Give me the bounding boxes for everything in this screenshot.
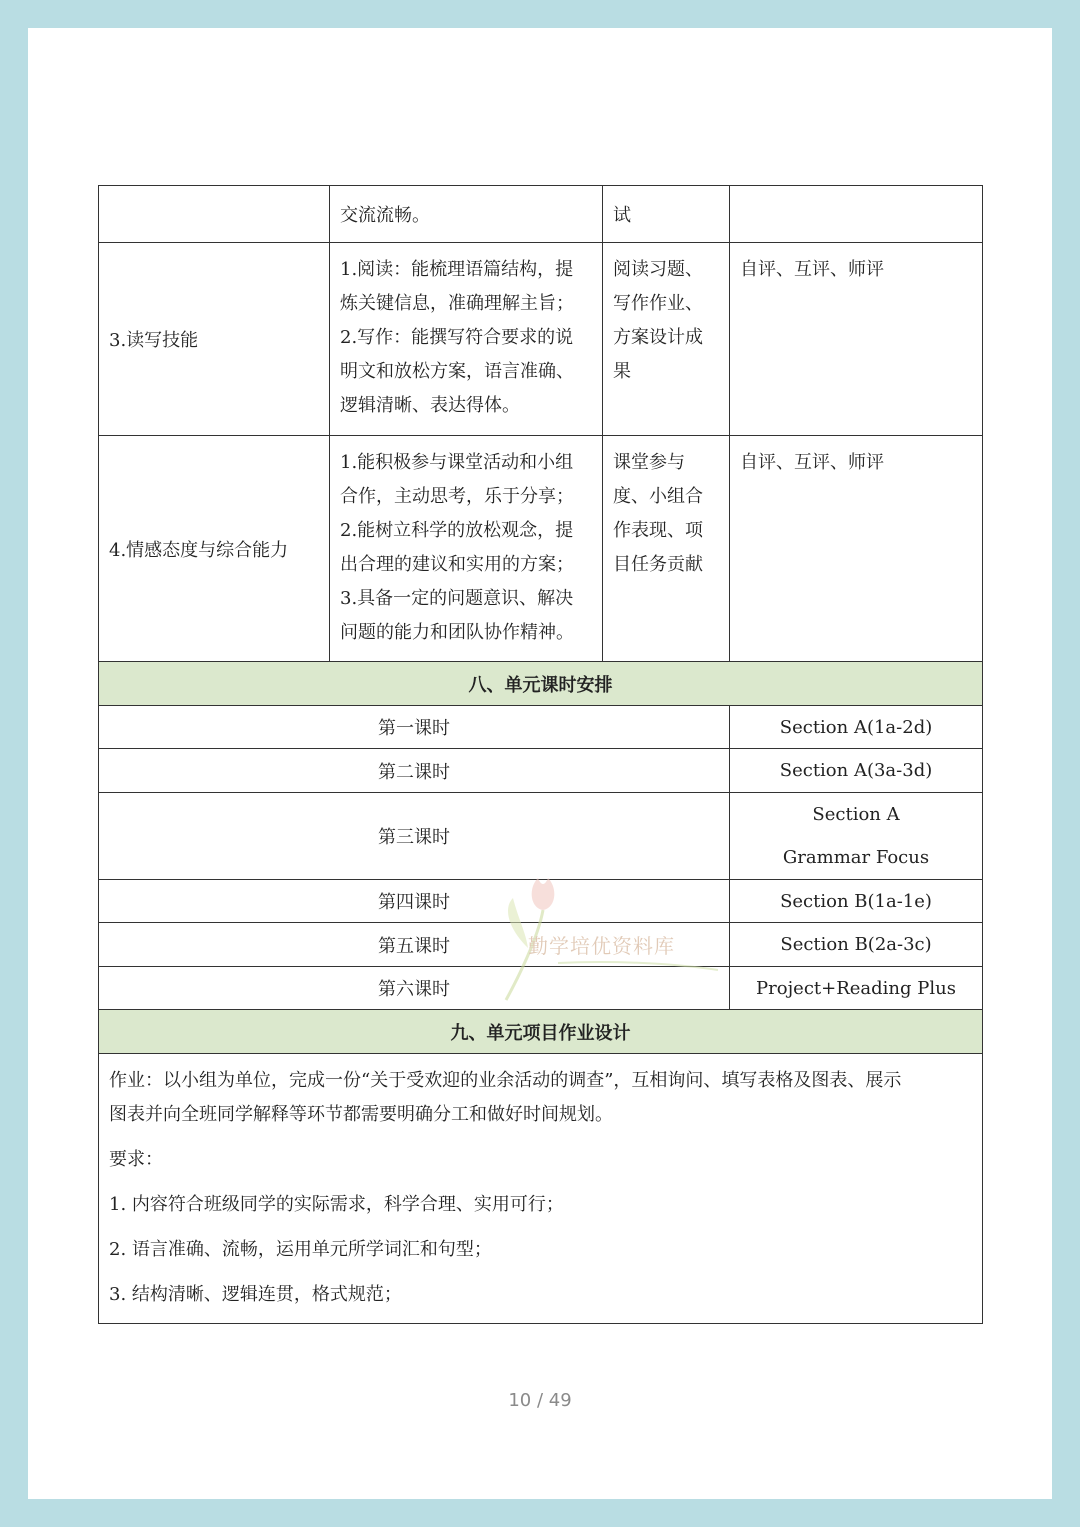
section-header-row bbox=[99, 1010, 983, 1054]
lesson-name: 第五课时 bbox=[99, 923, 730, 967]
subjects-text: 自评、互评、师评 bbox=[740, 259, 884, 280]
lesson-row bbox=[99, 967, 983, 1010]
document-page bbox=[28, 28, 1052, 1499]
eval-criteria bbox=[330, 436, 603, 662]
watermark-text: 勤学培优资料库 bbox=[528, 934, 675, 958]
eval-row bbox=[99, 243, 983, 436]
criteria-line: 明文和放松方案，语言准确、 bbox=[340, 361, 574, 382]
lesson-name: 第四课时 bbox=[99, 880, 730, 923]
lesson-content: Section A(3a-3d) bbox=[730, 749, 983, 793]
criteria-line: 3.具备一定的问题意识、解决 bbox=[340, 588, 574, 609]
lesson-content: Section A(1a-2d) bbox=[730, 706, 983, 749]
method-line: 作表现、项 bbox=[613, 520, 703, 541]
task-line: 图表并向全班同学解释等环节都需要明确分工和做好时间规划。 bbox=[109, 1104, 613, 1125]
requirement-item: 2. 语言准确、流畅，运用单元所学词汇和句型； bbox=[109, 1239, 492, 1260]
criteria-line: 交流流畅。 bbox=[340, 205, 430, 226]
lesson-name: 第二课时 bbox=[99, 749, 730, 793]
lesson-row bbox=[99, 923, 983, 967]
criteria-line: 2.写作：能撰写符合要求的说 bbox=[340, 327, 574, 348]
requirement-item: 1. 内容符合班级同学的实际需求，科学合理、实用可行； bbox=[109, 1194, 564, 1215]
method-line: 目任务贡献 bbox=[613, 554, 703, 575]
lesson-name: 第六课时 bbox=[99, 967, 730, 1010]
method-line: 写作作业、 bbox=[613, 293, 703, 314]
criteria-line: 问题的能力和团队协作精神。 bbox=[340, 622, 574, 643]
method-line: 试 bbox=[613, 205, 631, 226]
criteria-line: 2.能树立科学的放松观念，提 bbox=[340, 520, 574, 541]
requirement-item: 3. 结构清晰、逻辑连贯，格式规范； bbox=[109, 1284, 402, 1305]
unit-plan-table bbox=[98, 185, 983, 1324]
criteria-line: 出合理的建议和实用的方案； bbox=[340, 554, 574, 575]
lesson-row bbox=[99, 706, 983, 749]
lesson-row bbox=[99, 880, 983, 923]
lesson-row bbox=[99, 749, 983, 793]
eval-method bbox=[603, 243, 730, 436]
eval-row bbox=[99, 186, 983, 243]
criteria-line: 炼关键信息，准确理解主旨； bbox=[340, 293, 574, 314]
method-line: 阅读习题、 bbox=[613, 259, 703, 280]
requirements-title: 要求： bbox=[109, 1149, 163, 1170]
criteria-line: 逻辑清晰、表达得体。 bbox=[340, 395, 520, 416]
lesson-content: Project+Reading Plus bbox=[730, 967, 983, 1010]
eval-subjects bbox=[730, 186, 983, 243]
lesson-content: Section B(2a-3c) bbox=[730, 923, 983, 967]
method-line: 课堂参与 bbox=[613, 452, 685, 473]
eval-method bbox=[603, 186, 730, 243]
section-header-row bbox=[99, 662, 983, 706]
project-heading: 九、单元项目作业设计 bbox=[99, 1010, 983, 1054]
lesson-name: 第三课时 bbox=[99, 793, 730, 880]
eval-dimension bbox=[99, 186, 330, 243]
project-row bbox=[99, 1054, 983, 1324]
method-line: 果 bbox=[613, 361, 631, 382]
criteria-line: 1.能积极参与课堂活动和小组 bbox=[340, 452, 574, 473]
lesson-row bbox=[99, 793, 983, 880]
page-number: 10 / 49 bbox=[508, 1390, 572, 1411]
lesson-content: Section B(1a-1e) bbox=[730, 880, 983, 923]
criteria-line: 合作，主动思考，乐于分享； bbox=[340, 486, 574, 507]
task-line: 作业：以小组为单位，完成一份“关于受欢迎的业余活动的调查”，互相询问、填写表格及图表、展示 bbox=[109, 1070, 902, 1091]
criteria-line: 1.阅读：能梳理语篇结构，提 bbox=[340, 259, 574, 280]
method-line: 方案设计成 bbox=[613, 327, 703, 348]
eval-criteria bbox=[330, 243, 603, 436]
eval-method bbox=[603, 436, 730, 662]
method-line: 度、小组合 bbox=[613, 486, 703, 507]
subjects-text: 自评、互评、师评 bbox=[740, 452, 884, 473]
lesson-name: 第一课时 bbox=[99, 706, 730, 749]
eval-subjects bbox=[730, 243, 983, 436]
eval-dimension: 4.情感态度与综合能力 bbox=[99, 436, 330, 662]
eval-dimension: 3.读写技能 bbox=[99, 243, 330, 436]
project-body bbox=[99, 1054, 983, 1324]
schedule-heading: 八、单元课时安排 bbox=[99, 662, 983, 706]
lesson-content-line: Section A bbox=[812, 804, 900, 825]
lesson-content-line: Grammar Focus bbox=[782, 847, 930, 868]
eval-criteria bbox=[330, 186, 603, 243]
eval-row bbox=[99, 436, 983, 662]
eval-subjects bbox=[730, 436, 983, 662]
lesson-content bbox=[730, 793, 983, 880]
